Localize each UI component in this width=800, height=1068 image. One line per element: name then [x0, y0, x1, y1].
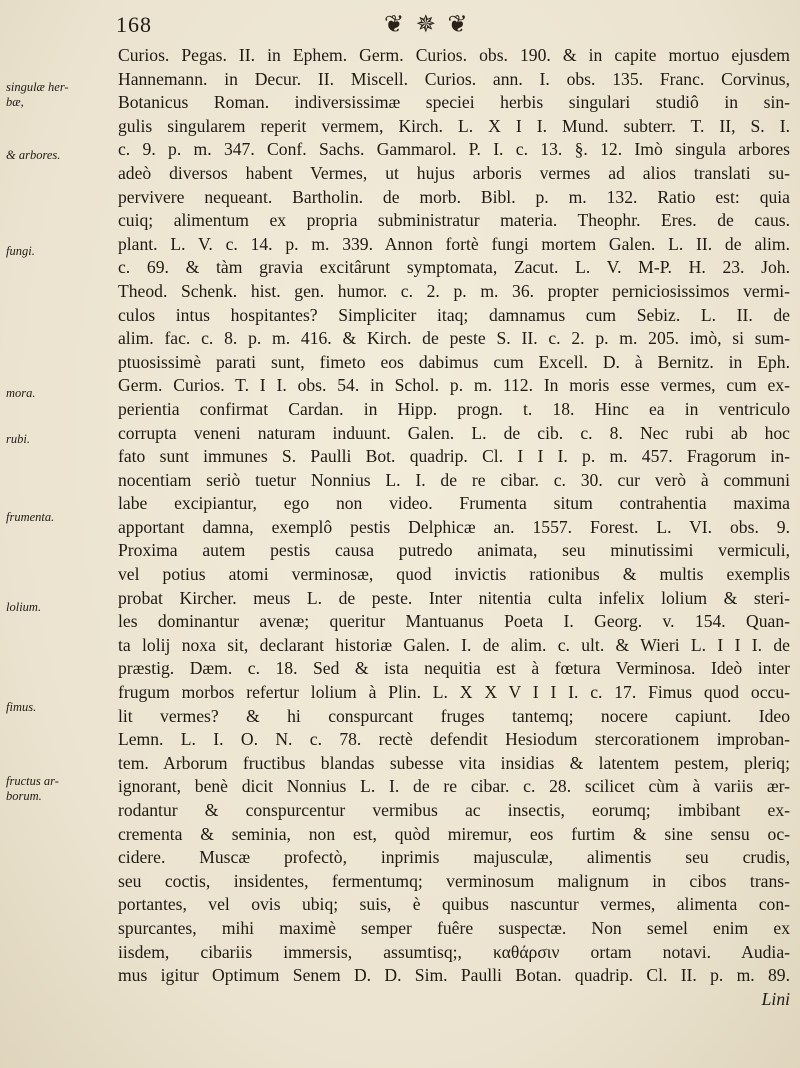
text-line: Lemn. L. I. O. N. c. 78. rectè defendit Hesiodum stercorationem improban-: [118, 729, 790, 750]
text-line: apportant damna, exemplô pestis Delphicæ an. 1557. Forest. L. VI. obs. 9.: [118, 516, 790, 537]
text-line: culos intus hospitantes? Simpliciter itaq; damnamus cum Sebiz. L. II. de: [118, 304, 790, 325]
text-line: c. 69. & tàm gravia excitârunt symptomata, Zacut. L. V. M-P. H. 23. Joh.: [118, 257, 790, 278]
text-line: rodantur & conspurcentur vermibus ac insectis, eorumq; imbibant ex-: [118, 800, 790, 820]
margin-note-frumenta: [6, 510, 110, 525]
text-line: Curios. Pegas. II. in Ephem. Germ. Curios. obs. 190. & in capite mortuo ejusdem: [118, 45, 790, 65]
margin-note-line: singulæ her-: [6, 80, 69, 94]
text-line: præstig. Dæm. c. 18. Sed & ista nequitia est à fœtura Verminosa. Ideò inter: [118, 658, 790, 679]
page-number: 168: [116, 12, 152, 37]
text-line: plant. L. V. c. 14. p. m. 339. Annon fortè fungi mortem Galen. L. II. de alim.: [118, 233, 790, 254]
text-line: perientia confirmat Cardan. in Hipp. progn. t. 18. Hinc ea in ventriculo: [118, 398, 790, 419]
text-line: labe excipiantur, ego non video. Frumenta situm contrahentia maxima: [118, 493, 790, 514]
text-line: Germ. Curios. T. I I. obs. 54. in Schol. p. m. 112. In moris esse vermes, cum ex-: [118, 375, 790, 396]
text-line: ptuosissimè parati sunt, fimeto eos dabimus cum Excell. D. à Bernitz. in Eph.: [118, 351, 790, 372]
text-line: adeò diversos habent Vermes, ut hujus arboris vermes ad alios translati su-: [118, 162, 790, 183]
text-line: mus igitur Optimum Senem D. D. Sim. Paulli Botan. quadrip. Cl. II. p. m. 89.: [118, 965, 790, 986]
text-line: vel potius atomi verminosæ, quod invictis rationibus & multis exemplis: [118, 564, 790, 585]
margin-note-line: fructus ar-: [6, 774, 59, 788]
text-line: corrupta veneni naturam induunt. Galen. L. de cib. c. 8. Nec rubi ab hoc: [118, 422, 790, 443]
margin-note-line: fimus.: [6, 700, 37, 714]
margin-note-rubi: [6, 432, 110, 447]
text-line: gulis singularem reperit vermem, Kirch. L. X I I. Mund. subterr. T. II, S. I.: [118, 115, 790, 136]
margin-note-line: mora.: [6, 386, 36, 400]
text-line: Proxima autem pestis causa putredo animata, seu minutissimi vermiculi,: [118, 540, 790, 561]
margin-note-line: fungi.: [6, 244, 35, 258]
margin-note-arbores: [6, 148, 110, 163]
text-line: les dominantur avenæ; queritur Mantuanus Poeta I. Georg. v. 154. Quan-: [118, 611, 790, 632]
margin-note-singulae-herbae: [6, 80, 110, 110]
margin-note-line: bæ,: [6, 95, 24, 109]
text-line: seu coctis, insidentes, fermentumq; verminosum malignum in cibos trans-: [118, 870, 790, 891]
text-line: alim. fac. c. 8. p. m. 416. & Kirch. de peste S. II. c. 2. p. m. 205. imò, si sum-: [118, 328, 790, 349]
margin-note-line: frumenta.: [6, 510, 55, 524]
text-line: c. 9. p. m. 347. Conf. Sachs. Gammarol. P. I. c. 13. §. 12. Imò singula arbores: [118, 139, 790, 160]
header-ornament: ❦ ✵ ❦: [384, 10, 470, 38]
text-line: frugum morbos refertur lolium à Plin. L. X X V I I I. c. 17. Fimus quod occu-: [118, 682, 790, 703]
text-line: lit vermes? & hi conspurcant fruges tantemq; nocere capiunt. Ideo: [118, 705, 790, 726]
text-line: portantes, vel ovis ubiq; suis, è quibus nascuntur vermes, alimenta con-: [118, 894, 790, 915]
text-line: ta lolij noxa sit, declarant historiæ Galen. I. de alim. c. ult. & Wieri L. I I I. de: [118, 634, 790, 655]
text-line: nocentiam seriò tuetur Nonnius L. I. de re cibar. c. 30. cur verò à communi: [118, 469, 790, 490]
margin-note-line: rubi.: [6, 432, 30, 446]
margin-note-line: borum.: [6, 789, 42, 803]
text-line: ignorant, benè dicit Nonnius L. I. de re cibar. c. 28. scilicet cùm à variis ær-: [118, 776, 790, 797]
text-line: probat Kircher. meus L. de peste. Inter nitentia culta infelix lolium & steri-: [118, 587, 790, 608]
margin-note-lolium: [6, 600, 110, 615]
margin-note-fimus: [6, 700, 110, 715]
margin-note-fructus-arborum: [6, 774, 110, 804]
text-line: cuiq; alimentum ex propria subministratur materia. Theophr. Eres. de caus.: [118, 210, 790, 231]
margin-note-mora: [6, 386, 110, 401]
margin-note-fungi: [6, 244, 110, 259]
text-line: fato sunt immunes S. Paulli Bot. quadrip. Cl. I I I. p. m. 457. Fragorum in-: [118, 446, 790, 467]
text-line: spurcantes, mihi maximè semper fuêre suspectæ. Non semel enim ex: [118, 917, 790, 938]
text-line: crementa & seminia, non est, quòd miremur, eos furtim & sine sensu oc-: [118, 823, 790, 844]
text-line: Botanicus Roman. indiversissimæ speciei herbis singulari studiô in sin-: [118, 92, 790, 113]
text-line: iisdem, cibariis immersis, assumtisq;, καθάρσιν ortam notavi. Audia-: [118, 941, 790, 962]
text-line: Hannemann. in Decur. II. Miscell. Curios. ann. I. obs. 135. Franc. Corvinus,: [118, 68, 790, 89]
body-text: [118, 44, 790, 1011]
margin-note-line: & arbores.: [6, 148, 61, 162]
margin-note-line: lolium.: [6, 600, 42, 614]
text-line: cidere. Muscæ profectò, inprimis majusculæ, alimentis seu crudis,: [118, 847, 790, 868]
text-line: Theod. Schenk. hist. gen. humor. c. 2. p. m. 36. propter perniciosissimos vermi-: [118, 280, 790, 301]
text-line: pervivere nequeant. Bartholin. de morb. Bibl. p. m. 132. Ratio est: quia: [118, 186, 790, 207]
text-line: Lini: [761, 988, 790, 1009]
text-line: tem. Arborum fructibus blandas subesse vita insidias & latentem pestem, pleriq;: [118, 752, 790, 773]
page-header: [0, 10, 800, 44]
